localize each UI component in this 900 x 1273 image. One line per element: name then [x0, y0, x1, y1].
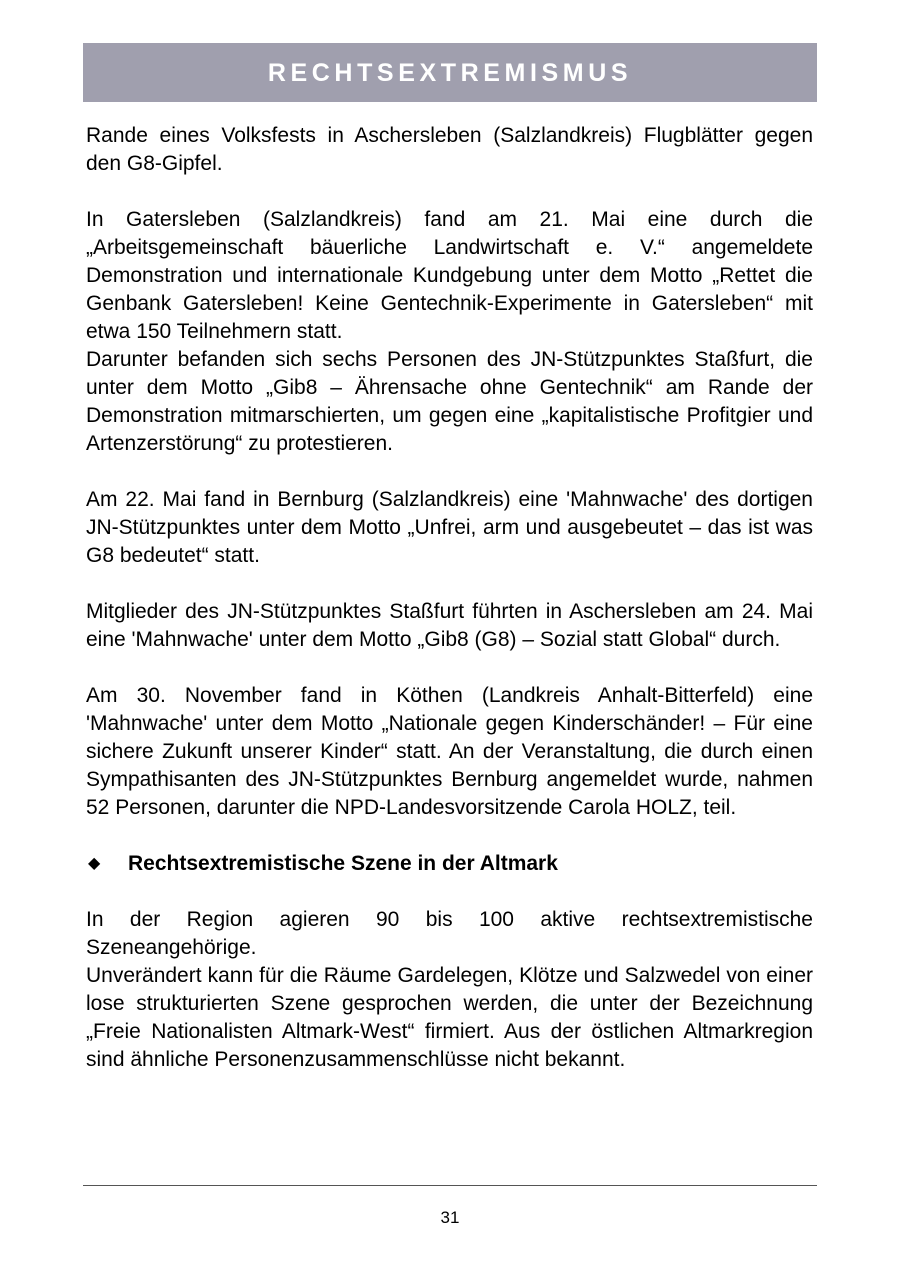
paragraph: In Gatersleben (Salzlandkreis) fand am 21. Mai eine durch die „Arbeitsgemeinschaft bäuerliche Landwirtschaft e. V.“ angemeldete Demonstration und internationale Kundgebung unter dem Motto „Rettet die Genbank Gatersleben! Keine Gentechnik-Experimente in Gatersleben“ mit etwa 150 Teilnehmern statt. [86, 208, 813, 343]
paragraph-spacer [86, 878, 813, 906]
paragraph-spacer [86, 570, 813, 598]
section-heading-text: Rechtsextremistische Szene in der Altmark [128, 852, 558, 875]
page-body [86, 122, 813, 1074]
paragraph: Mitglieder des JN-Stützpunktes Staßfurt führten in Aschersleben am 24. Mai eine 'Mahnwache' unter dem Motto „Gib8 (G8) – Sozial statt Global“ durch. [86, 600, 813, 651]
paragraph-spacer [86, 654, 813, 682]
section-heading [86, 850, 813, 878]
paragraph: In der Region agieren 90 bis 100 aktive rechtsextremistische Szeneangehörige. [86, 908, 813, 959]
paragraph: Am 30. November fand in Köthen (Landkreis Anhalt-Bitterfeld) eine 'Mahnwache' unter dem Motto „Nationale gegen Kinderschänder! – Für eine sichere Zukunft unserer Kinder“ statt. An der Veranstaltung, die durch einen Sympathisanten des JN-Stützpunktes Bernburg angemeldet wurde, nahmen 52 Personen, darunter die NPD-Landesvorsitzende Carola HOLZ, teil. [86, 684, 813, 819]
diamond-bullet-icon: ◆ [88, 855, 101, 872]
paragraph: Darunter befanden sich sechs Personen des JN-Stützpunktes Staßfurt, die unter dem Motto „Gib8 – Ährensache ohne Gentechnik“ am Rande der Demonstration mitmarschierten, um gegen eine „kapitalistische Profitgier und Artenzerstörung“ zu protestieren. [86, 348, 813, 455]
paragraph-spacer [86, 178, 813, 206]
chapter-header-band [83, 43, 817, 102]
chapter-title: RECHTSEXTREMISMUS [267, 59, 633, 87]
footer-divider [83, 1185, 817, 1186]
paragraph: Am 22. Mai fand in Bernburg (Salzlandkreis) eine 'Mahnwache' des dortigen JN-Stützpunktes unter dem Motto „Unfrei, arm und ausgebeutet – das ist was G8 bedeutet“ statt. [86, 488, 813, 567]
paragraph: Unverändert kann für die Räume Gardelegen, Klötze und Salzwedel von einer lose strukturierten Szene gesprochen werden, die unter der Bezeichnung „Freie Nationalisten Altmark-West“ firmiert. Aus der östlichen Altmarkregion sind ähnliche Personenzusammenschlüsse nicht bekannt. [86, 964, 813, 1071]
paragraph-spacer [86, 822, 813, 850]
paragraph-spacer [86, 458, 813, 486]
paragraph: Rande eines Volksfests in Aschersleben (Salzlandkreis) Flugblätter gegen den G8-Gipfel. [86, 124, 813, 175]
page-number: 31 [440, 1208, 460, 1227]
